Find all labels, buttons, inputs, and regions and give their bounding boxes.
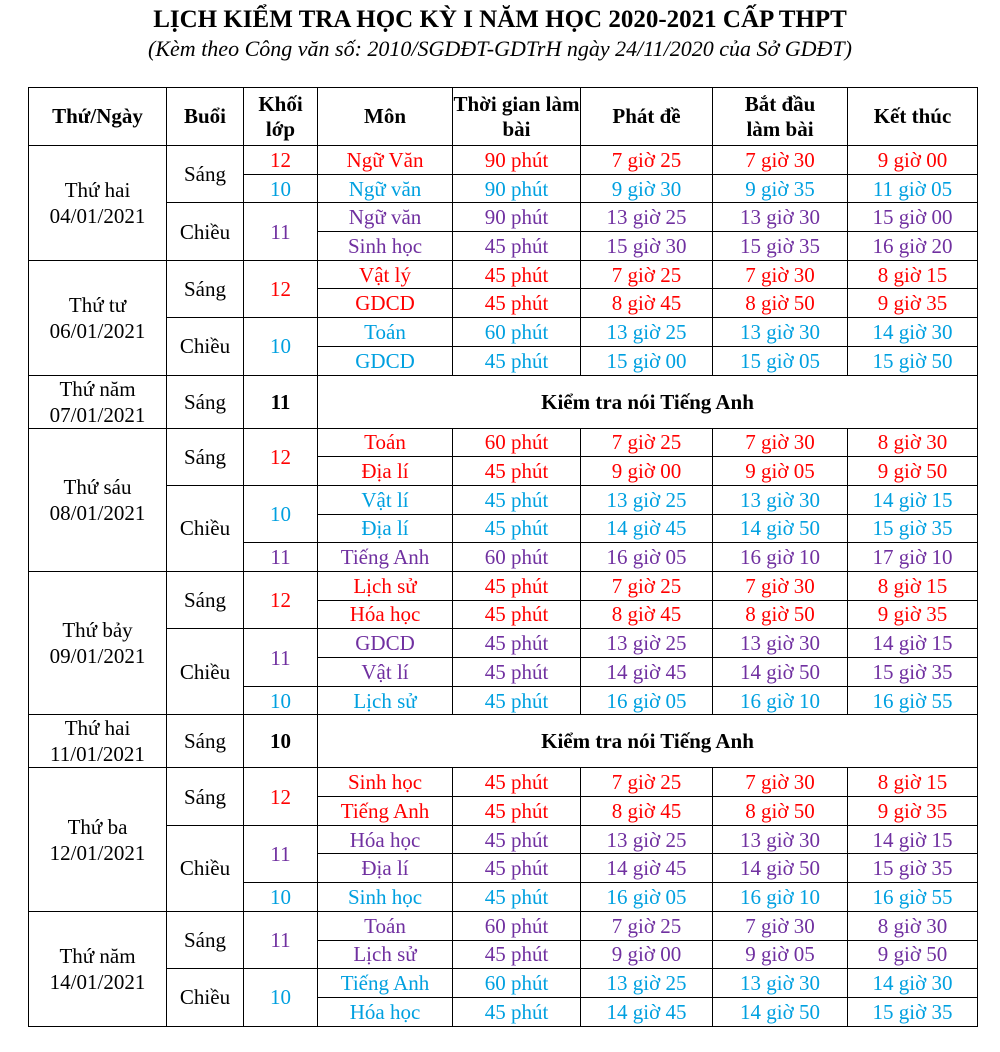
duration-cell: 60 phút [453, 911, 581, 940]
end-time-cell: 14 giờ 15 [848, 485, 978, 514]
grade-cell: 11 [244, 543, 318, 572]
weekday-label: Thứ hai [64, 716, 131, 741]
distribute-time-cell: 13 giờ 25 [581, 825, 713, 854]
end-time-cell: 16 giờ 20 [848, 232, 978, 261]
day-cell [29, 260, 167, 375]
distribute-time-cell: 9 giờ 00 [581, 457, 713, 486]
duration-cell: 45 phút [453, 883, 581, 912]
start-time-cell: 13 giờ 30 [713, 969, 848, 998]
table-row [29, 571, 978, 600]
duration-cell: 90 phút [453, 174, 581, 203]
start-time-cell: 7 giờ 30 [713, 911, 848, 940]
start-time-cell: 13 giờ 30 [713, 629, 848, 658]
end-time-cell: 9 giờ 35 [848, 600, 978, 629]
date-label: 06/01/2021 [49, 318, 146, 343]
start-time-cell: 15 giờ 35 [713, 232, 848, 261]
grade-cell: 12 [244, 146, 318, 175]
header-cell-end: Kết thúc [848, 88, 978, 146]
grade-cell: 12 [244, 260, 318, 317]
end-time-cell: 11 giờ 05 [848, 174, 978, 203]
duration-cell: 45 phút [453, 997, 581, 1026]
table-row [29, 825, 978, 854]
grade-cell: 12 [244, 571, 318, 628]
subject-cell: Toán [318, 318, 453, 347]
grade-cell: 10 [244, 318, 318, 375]
subject-cell: Vật lý [318, 260, 453, 289]
subject-cell: Sinh học [318, 883, 453, 912]
end-time-cell: 15 giờ 35 [848, 514, 978, 543]
day-cell [29, 428, 167, 571]
distribute-time-cell: 14 giờ 45 [581, 658, 713, 687]
end-time-cell: 8 giờ 30 [848, 428, 978, 457]
subject-cell: Sinh học [318, 232, 453, 261]
session-cell: Chiều [167, 318, 244, 375]
session-cell: Chiều [167, 485, 244, 571]
end-time-cell: 15 giờ 35 [848, 658, 978, 687]
header-cell-session: Buổi [167, 88, 244, 146]
grade-cell: 11 [244, 375, 318, 428]
distribute-time-cell: 8 giờ 45 [581, 797, 713, 826]
end-time-cell: 15 giờ 50 [848, 346, 978, 375]
session-cell: Sáng [167, 911, 244, 968]
exam-schedule-table [28, 87, 978, 1027]
duration-cell: 45 phút [453, 600, 581, 629]
header-cell-duration: Thời gian làm bài [453, 88, 581, 146]
start-time-cell: 16 giờ 10 [713, 883, 848, 912]
session-cell: Chiều [167, 969, 244, 1026]
duration-cell: 45 phút [453, 768, 581, 797]
subject-cell: Sinh học [318, 768, 453, 797]
date-label: 07/01/2021 [49, 402, 146, 427]
subject-cell: Hóa học [318, 825, 453, 854]
weekday-label: Thứ bảy [62, 618, 133, 643]
grade-cell: 11 [244, 825, 318, 882]
end-time-cell: 8 giờ 30 [848, 911, 978, 940]
distribute-time-cell: 13 giờ 25 [581, 969, 713, 998]
date-label: 08/01/2021 [49, 500, 146, 525]
weekday-label: Thứ năm [59, 943, 136, 968]
header-cell-start: Bắt đầu làm bài [713, 88, 848, 146]
duration-cell: 45 phút [453, 346, 581, 375]
start-time-cell: 8 giờ 50 [713, 797, 848, 826]
end-time-cell: 14 giờ 15 [848, 825, 978, 854]
session-cell: Chiều [167, 825, 244, 911]
end-time-cell: 15 giờ 35 [848, 854, 978, 883]
end-time-cell: 8 giờ 15 [848, 768, 978, 797]
header-cell-day: Thứ/Ngày [29, 88, 167, 146]
document-subtitle: (Kèm theo Công văn số: 2010/SGDĐT-GDTrH ngày 24/11/2020 của Sở GDĐT) [148, 36, 852, 61]
subject-cell: Lịch sử [318, 571, 453, 600]
subject-cell: Ngữ văn [318, 174, 453, 203]
start-time-cell: 9 giờ 05 [713, 940, 848, 969]
table-header-row [29, 88, 978, 146]
grade-cell: 10 [244, 715, 318, 768]
day-cell [29, 911, 167, 1026]
duration-cell: 45 phút [453, 940, 581, 969]
start-time-cell: 13 giờ 30 [713, 318, 848, 347]
subject-cell: GDCD [318, 346, 453, 375]
duration-cell: 60 phút [453, 543, 581, 572]
subject-cell: Vật lí [318, 485, 453, 514]
end-time-cell: 14 giờ 30 [848, 318, 978, 347]
end-time-cell: 9 giờ 50 [848, 457, 978, 486]
day-cell [29, 768, 167, 911]
distribute-time-cell: 7 giờ 25 [581, 768, 713, 797]
start-time-cell: 13 giờ 30 [713, 203, 848, 232]
session-cell: Sáng [167, 146, 244, 203]
subject-cell: Toán [318, 428, 453, 457]
grade-cell: 11 [244, 911, 318, 968]
grade-cell: 10 [244, 883, 318, 912]
duration-cell: 60 phút [453, 969, 581, 998]
distribute-time-cell: 8 giờ 45 [581, 289, 713, 318]
start-time-cell: 7 giờ 30 [713, 260, 848, 289]
end-time-cell: 9 giờ 35 [848, 289, 978, 318]
session-cell: Sáng [167, 571, 244, 628]
end-time-cell: 9 giờ 00 [848, 146, 978, 175]
duration-cell: 45 phút [453, 571, 581, 600]
grade-cell: 10 [244, 174, 318, 203]
end-time-cell: 9 giờ 50 [848, 940, 978, 969]
duration-cell: 45 phút [453, 629, 581, 658]
header-cell-grade: Khối lớp [244, 88, 318, 146]
table-row [29, 318, 978, 347]
subject-cell: Lịch sử [318, 686, 453, 715]
weekday-label: Thứ tư [68, 292, 127, 317]
table-row [29, 969, 978, 998]
date-label: 14/01/2021 [49, 969, 146, 994]
subject-cell: Ngữ Văn [318, 146, 453, 175]
table-row [29, 203, 978, 232]
table-row [29, 715, 978, 768]
distribute-time-cell: 7 giờ 25 [581, 146, 713, 175]
table-row [29, 146, 978, 175]
distribute-time-cell: 9 giờ 30 [581, 174, 713, 203]
distribute-time-cell: 15 giờ 00 [581, 346, 713, 375]
header-cell-subject: Môn [318, 88, 453, 146]
duration-cell: 45 phút [453, 514, 581, 543]
start-time-cell: 14 giờ 50 [713, 997, 848, 1026]
distribute-time-cell: 8 giờ 45 [581, 600, 713, 629]
subject-cell: Tiếng Anh [318, 797, 453, 826]
subject-cell: Địa lí [318, 457, 453, 486]
distribute-time-cell: 7 giờ 25 [581, 911, 713, 940]
duration-cell: 45 phút [453, 260, 581, 289]
day-cell [29, 571, 167, 714]
distribute-time-cell: 16 giờ 05 [581, 883, 713, 912]
merged-note-cell: Kiểm tra nói Tiếng Anh [318, 715, 978, 768]
end-time-cell: 14 giờ 30 [848, 969, 978, 998]
distribute-time-cell: 13 giờ 25 [581, 629, 713, 658]
subject-cell: Hóa học [318, 600, 453, 629]
table-row [29, 768, 978, 797]
end-time-cell: 16 giờ 55 [848, 686, 978, 715]
duration-cell: 45 phút [453, 485, 581, 514]
start-time-cell: 14 giờ 50 [713, 514, 848, 543]
table-row [29, 260, 978, 289]
distribute-time-cell: 9 giờ 00 [581, 940, 713, 969]
distribute-time-cell: 16 giờ 05 [581, 543, 713, 572]
subject-cell: GDCD [318, 629, 453, 658]
grade-cell: 10 [244, 485, 318, 542]
session-cell: Sáng [167, 428, 244, 485]
table-row [29, 911, 978, 940]
grade-cell: 11 [244, 203, 318, 260]
distribute-time-cell: 16 giờ 05 [581, 686, 713, 715]
grade-cell: 12 [244, 768, 318, 825]
header-cell-distribute: Phát đề [581, 88, 713, 146]
subject-cell: Tiếng Anh [318, 543, 453, 572]
table-body [29, 146, 978, 1027]
distribute-time-cell: 7 giờ 25 [581, 260, 713, 289]
subject-cell: Vật lí [318, 658, 453, 687]
duration-cell: 60 phút [453, 428, 581, 457]
session-cell: Sáng [167, 260, 244, 317]
table-row [29, 485, 978, 514]
end-time-cell: 8 giờ 15 [848, 260, 978, 289]
duration-cell: 60 phút [453, 318, 581, 347]
end-time-cell: 15 giờ 00 [848, 203, 978, 232]
start-time-cell: 7 giờ 30 [713, 428, 848, 457]
duration-cell: 45 phút [453, 825, 581, 854]
date-label: 12/01/2021 [49, 840, 146, 865]
weekday-label: Thứ sáu [63, 474, 132, 499]
subject-cell: Địa lí [318, 514, 453, 543]
distribute-time-cell: 7 giờ 25 [581, 428, 713, 457]
start-time-cell: 14 giờ 50 [713, 854, 848, 883]
start-time-cell: 7 giờ 30 [713, 146, 848, 175]
duration-cell: 90 phút [453, 203, 581, 232]
start-time-cell: 7 giờ 30 [713, 768, 848, 797]
duration-cell: 45 phút [453, 854, 581, 883]
start-time-cell: 8 giờ 50 [713, 289, 848, 318]
weekday-label: Thứ hai [64, 177, 131, 202]
grade-cell: 10 [244, 686, 318, 715]
start-time-cell: 9 giờ 35 [713, 174, 848, 203]
subject-cell: GDCD [318, 289, 453, 318]
session-cell: Chiều [167, 629, 244, 715]
start-time-cell: 16 giờ 10 [713, 543, 848, 572]
end-time-cell: 16 giờ 55 [848, 883, 978, 912]
grade-cell: 10 [244, 969, 318, 1026]
distribute-time-cell: 13 giờ 25 [581, 485, 713, 514]
start-time-cell: 7 giờ 30 [713, 571, 848, 600]
session-cell: Chiều [167, 203, 244, 260]
subject-cell: Địa lí [318, 854, 453, 883]
table-row [29, 375, 978, 428]
end-time-cell: 8 giờ 15 [848, 571, 978, 600]
duration-cell: 90 phút [453, 146, 581, 175]
subject-cell: Toán [318, 911, 453, 940]
subject-cell: Lịch sử [318, 940, 453, 969]
duration-cell: 45 phút [453, 797, 581, 826]
table-row [29, 428, 978, 457]
distribute-time-cell: 14 giờ 45 [581, 514, 713, 543]
duration-cell: 45 phút [453, 289, 581, 318]
date-label: 09/01/2021 [49, 644, 146, 669]
start-time-cell: 13 giờ 30 [713, 825, 848, 854]
distribute-time-cell: 14 giờ 45 [581, 854, 713, 883]
date-label: 11/01/2021 [50, 742, 145, 767]
day-cell [29, 146, 167, 261]
session-cell: Sáng [167, 375, 244, 428]
subject-cell: Hóa học [318, 997, 453, 1026]
day-cell [29, 715, 167, 768]
duration-cell: 45 phút [453, 232, 581, 261]
start-time-cell: 15 giờ 05 [713, 346, 848, 375]
grade-cell: 12 [244, 428, 318, 485]
end-time-cell: 9 giờ 35 [848, 797, 978, 826]
end-time-cell: 17 giờ 10 [848, 543, 978, 572]
date-label: 04/01/2021 [49, 203, 146, 228]
start-time-cell: 9 giờ 05 [713, 457, 848, 486]
document-title: LỊCH KIỂM TRA HỌC KỲ I NĂM HỌC 2020-2021 CẤP THPT [153, 6, 847, 33]
distribute-time-cell: 7 giờ 25 [581, 571, 713, 600]
end-time-cell: 14 giờ 15 [848, 629, 978, 658]
distribute-time-cell: 14 giờ 45 [581, 997, 713, 1026]
subject-cell: Tiếng Anh [318, 969, 453, 998]
distribute-time-cell: 13 giờ 25 [581, 318, 713, 347]
grade-cell: 11 [244, 629, 318, 686]
duration-cell: 45 phút [453, 457, 581, 486]
start-time-cell: 14 giờ 50 [713, 658, 848, 687]
session-cell: Sáng [167, 715, 244, 768]
merged-note-cell: Kiểm tra nói Tiếng Anh [318, 375, 978, 428]
duration-cell: 45 phút [453, 686, 581, 715]
session-cell: Sáng [167, 768, 244, 825]
weekday-label: Thứ ba [67, 814, 128, 839]
distribute-time-cell: 15 giờ 30 [581, 232, 713, 261]
duration-cell: 45 phút [453, 658, 581, 687]
weekday-label: Thứ năm [59, 376, 136, 401]
distribute-time-cell: 13 giờ 25 [581, 203, 713, 232]
end-time-cell: 15 giờ 35 [848, 997, 978, 1026]
start-time-cell: 16 giờ 10 [713, 686, 848, 715]
start-time-cell: 13 giờ 30 [713, 485, 848, 514]
start-time-cell: 8 giờ 50 [713, 600, 848, 629]
day-cell [29, 375, 167, 428]
table-row [29, 629, 978, 658]
subject-cell: Ngữ văn [318, 203, 453, 232]
